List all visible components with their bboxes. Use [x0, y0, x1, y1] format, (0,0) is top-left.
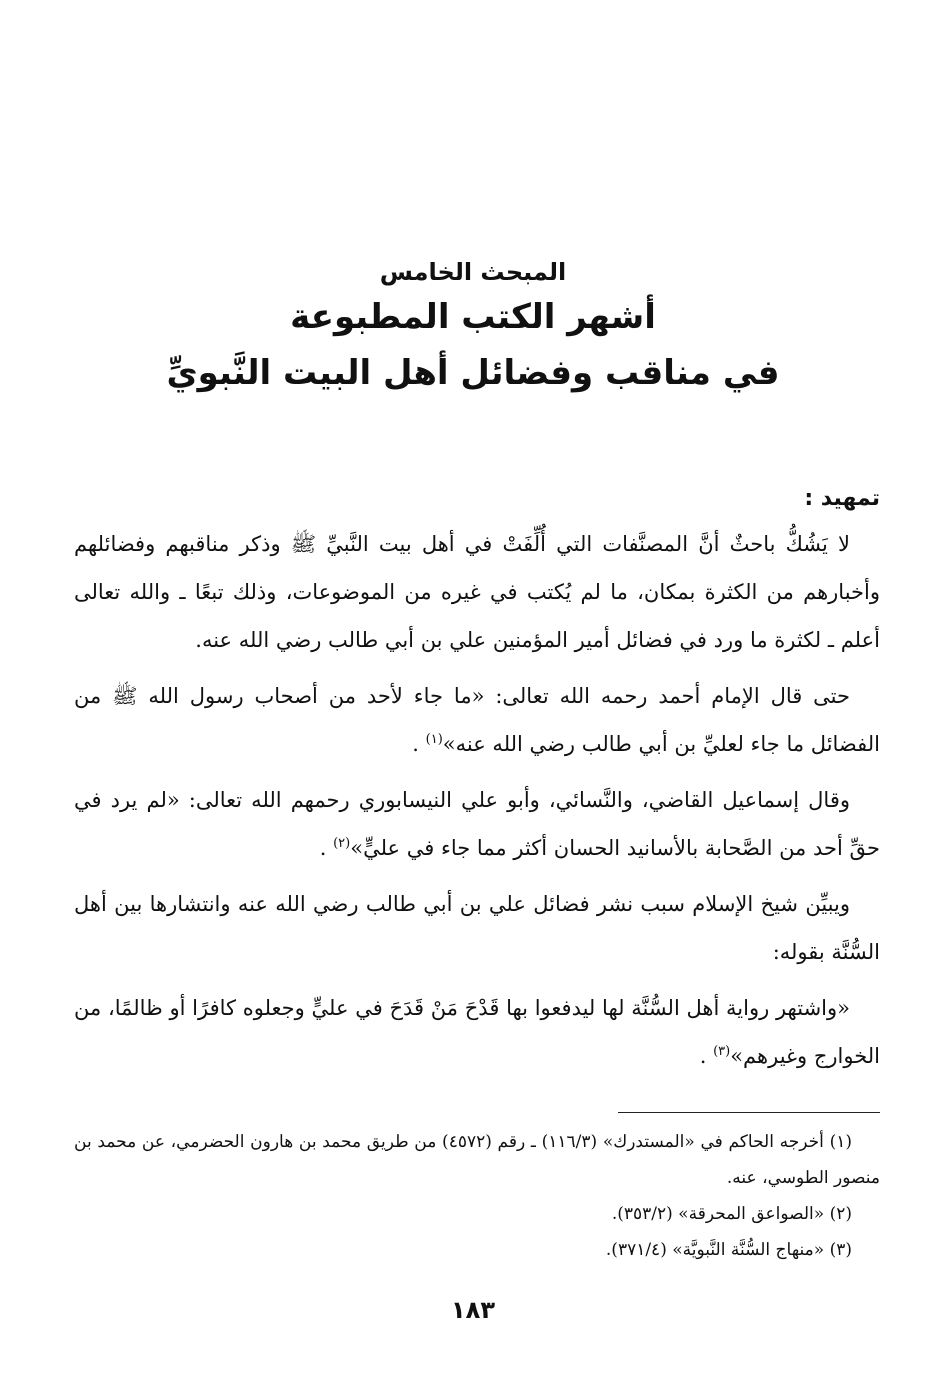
main-text — [74, 478, 880, 1088]
footnote-2: (٢) «الصواعق المحرقة» (٣٥٣/٢). — [611, 1204, 852, 1224]
footnotes-section — [74, 1124, 880, 1268]
paragraph-4-text: ويبيِّن شيخ الإسلام سبب نشر فضائل علي بن أبي طالب رضي الله عنه وانتشارها بين أهل السُّنَّة بقوله: — [74, 892, 880, 964]
chapter-title-line-1: أشهر الكتب المطبوعة — [290, 297, 656, 337]
footnote-ref-1[interactable]: (١) — [425, 732, 443, 747]
chapter-header — [0, 255, 946, 401]
paragraph-4 — [74, 880, 880, 976]
footnote-1: (١) أخرجه الحاكم في «المستدرك» (١١٦/٣) ـ رقم (٤٥٧٢) من طريق محمد بن هارون الحضرمي، عن محمد بن منصور الطوسي، عنه. — [74, 1132, 880, 1188]
footnote-3: (٣) «منهاج السُّنَّة النَّبويَّة» (٣٧١/٤). — [605, 1240, 852, 1260]
footnote-divider — [618, 1112, 880, 1113]
intro-heading: تمهيد : — [804, 486, 880, 511]
paragraph-2 — [74, 672, 880, 768]
footnote-ref-2[interactable]: (٢) — [333, 836, 351, 851]
chapter-title-line-2: في مناقب وفضائل أهل البيت النَّبويِّ — [166, 353, 780, 393]
paragraph-1-text: لا يَشُكُّ باحثٌ أنَّ المصنَّفات التي أُلِّفَتْ في أهل بيت النَّبيِّ ﷺ وذكر مناقبهم وفضائلهم وأخبارهم من الكثرة بمكان، ما لم يُكتب في غيره من الموضوعات، وذلك تبعًا ـ والله تعالى أعلم ـ لكثرة ما ورد في فضائل أمير المؤمنين علي بن أبي طالب رضي الله عنه. — [74, 532, 880, 652]
paragraph-1 — [74, 520, 880, 664]
paragraph-3 — [74, 776, 880, 872]
footnote-ref-3[interactable]: (٣) — [713, 1044, 731, 1059]
paragraph-3-end: . — [319, 836, 327, 860]
paragraph-5-end: . — [699, 1044, 707, 1068]
page-number: ١٨٣ — [451, 1296, 495, 1324]
paragraph-2-text: حتى قال الإمام أحمد رحمه الله تعالى: «ما جاء لأحد من أصحاب رسول الله ﷺ من الفضائل ما جاء لعليِّ بن أبي طالب رضي الله عنه» — [74, 684, 880, 756]
paragraph-3-text: وقال إسماعيل القاضي، والنَّسائي، وأبو علي النيسابوري رحمهم الله تعالى: «لم يرد في حقِّ أحد من الصَّحابة بالأسانيد الحسان أكثر مما جاء في عليٍّ» — [74, 788, 880, 860]
paragraph-2-end: . — [412, 732, 419, 756]
section-label: المبحث الخامس — [379, 258, 567, 286]
paragraph-5 — [74, 984, 880, 1080]
paragraph-5-text: «واشتهر رواية أهل السُّنَّة لها ليدفعوا بها قَدْحَ مَنْ قَدَحَ في عليٍّ وجعلوه كافرًا أو ظالمًا، من الخوارج وغيرهم» — [74, 996, 880, 1068]
